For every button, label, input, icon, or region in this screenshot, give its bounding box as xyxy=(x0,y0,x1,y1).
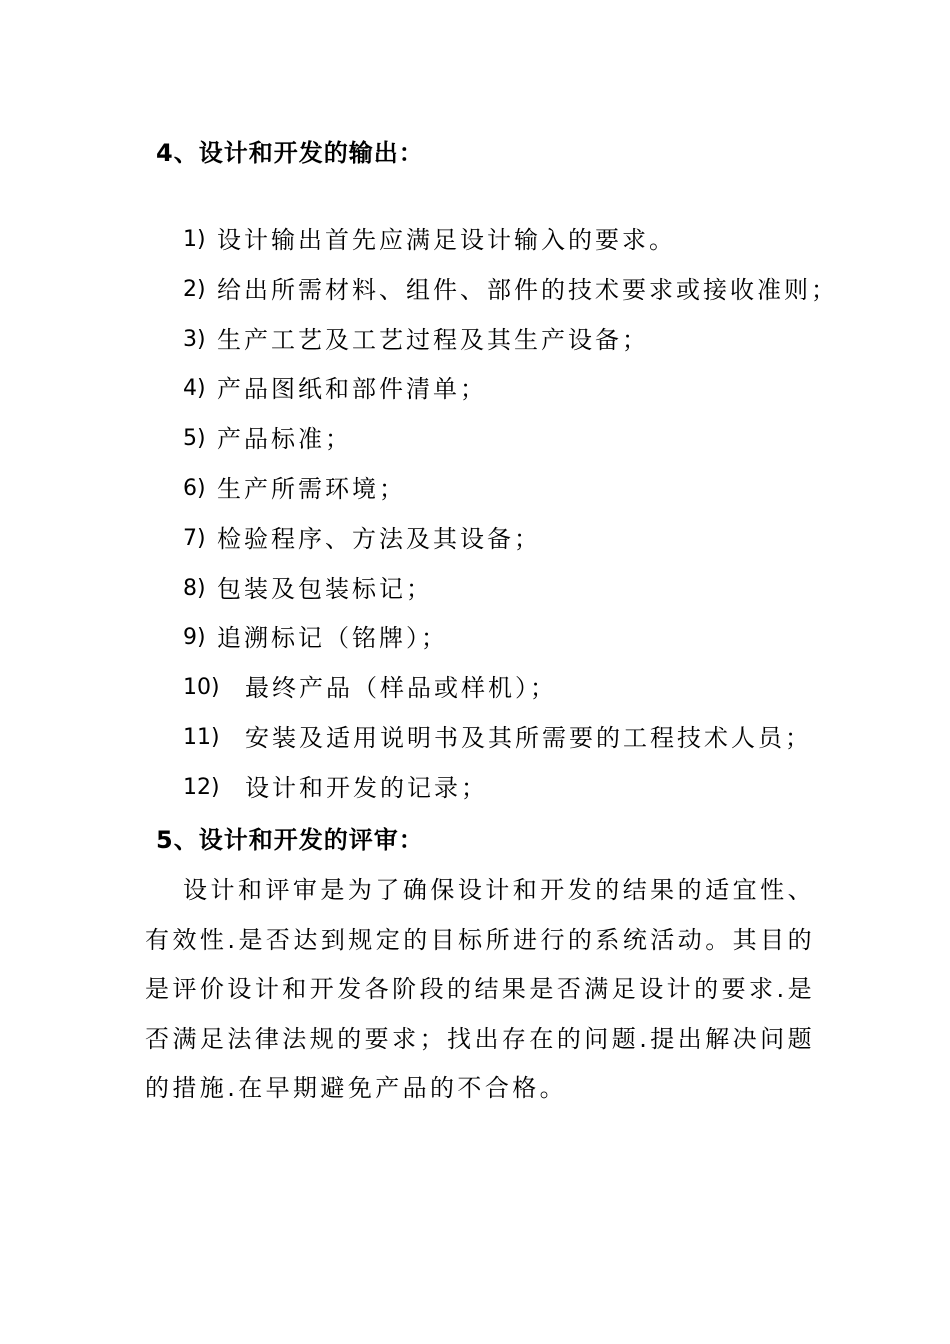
review-paragraph: 设计和评审是为了确保设计和开发的结果的适宜性、有效性.是否达到规定的目标所进行的系统活动。其目的是评价设计和开发各阶段的结果是否满足设计的要求.是否满足法律法规的要求；找出存在的问题.提出解决问题的措施.在早期避免产品的不合格。 xyxy=(145,876,815,1102)
list-item-number: 10) xyxy=(183,675,220,701)
list-item-number: 3) xyxy=(183,326,206,352)
list-item xyxy=(183,272,838,322)
list-item xyxy=(183,222,838,272)
list-item-text: 安装及适用说明书及其所需要的工程技术人员； xyxy=(245,723,812,752)
list-item xyxy=(183,322,838,372)
list-item-number: 7) xyxy=(183,525,206,551)
list-item-text: 检验程序、方法及其设备； xyxy=(217,524,541,553)
section-5-heading: 5、设计和开发的评审： xyxy=(156,826,424,854)
list-item-text: 生产所需环境； xyxy=(217,474,406,503)
list-item xyxy=(183,421,838,471)
list-item-number: 11) xyxy=(183,724,220,750)
list-item-number: 9) xyxy=(183,625,206,651)
list-item xyxy=(183,471,838,521)
list-item-number: 6) xyxy=(183,475,206,501)
list-item-number: 8) xyxy=(183,575,206,601)
list-item xyxy=(183,620,838,670)
list-item-text: 包装及包装标记； xyxy=(217,574,433,603)
section-4-heading: 4、设计和开发的输出： xyxy=(156,139,424,167)
list-item-text: 追溯标记（铭牌）； xyxy=(217,624,448,653)
list-item-text: 设计和开发的记录； xyxy=(245,773,488,802)
list-item-number: 2) xyxy=(183,276,206,302)
list-item-text: 生产工艺及工艺过程及其生产设备； xyxy=(217,325,649,354)
list-item-text: 产品标准； xyxy=(217,425,352,454)
list-item-text: 设计输出首先应满足设计输入的要求。 xyxy=(217,226,676,254)
list-item-number: 4) xyxy=(183,376,206,402)
list-item xyxy=(183,371,838,421)
list-item xyxy=(183,770,838,820)
list-item-text: 最终产品（样品或样机）； xyxy=(245,674,557,703)
list-item-number: 5) xyxy=(183,426,206,452)
list-item-number: 12) xyxy=(183,774,220,800)
list-item-text: 给出所需材料、组件、部件的技术要求或接收准则； xyxy=(217,275,838,304)
list-item-number: 1) xyxy=(183,227,206,252)
list-item xyxy=(183,720,838,770)
list-item xyxy=(183,521,838,571)
output-list xyxy=(183,222,838,820)
list-item-text: 产品图纸和部件清单； xyxy=(217,375,487,404)
list-item xyxy=(183,571,838,621)
list-item xyxy=(183,670,838,720)
